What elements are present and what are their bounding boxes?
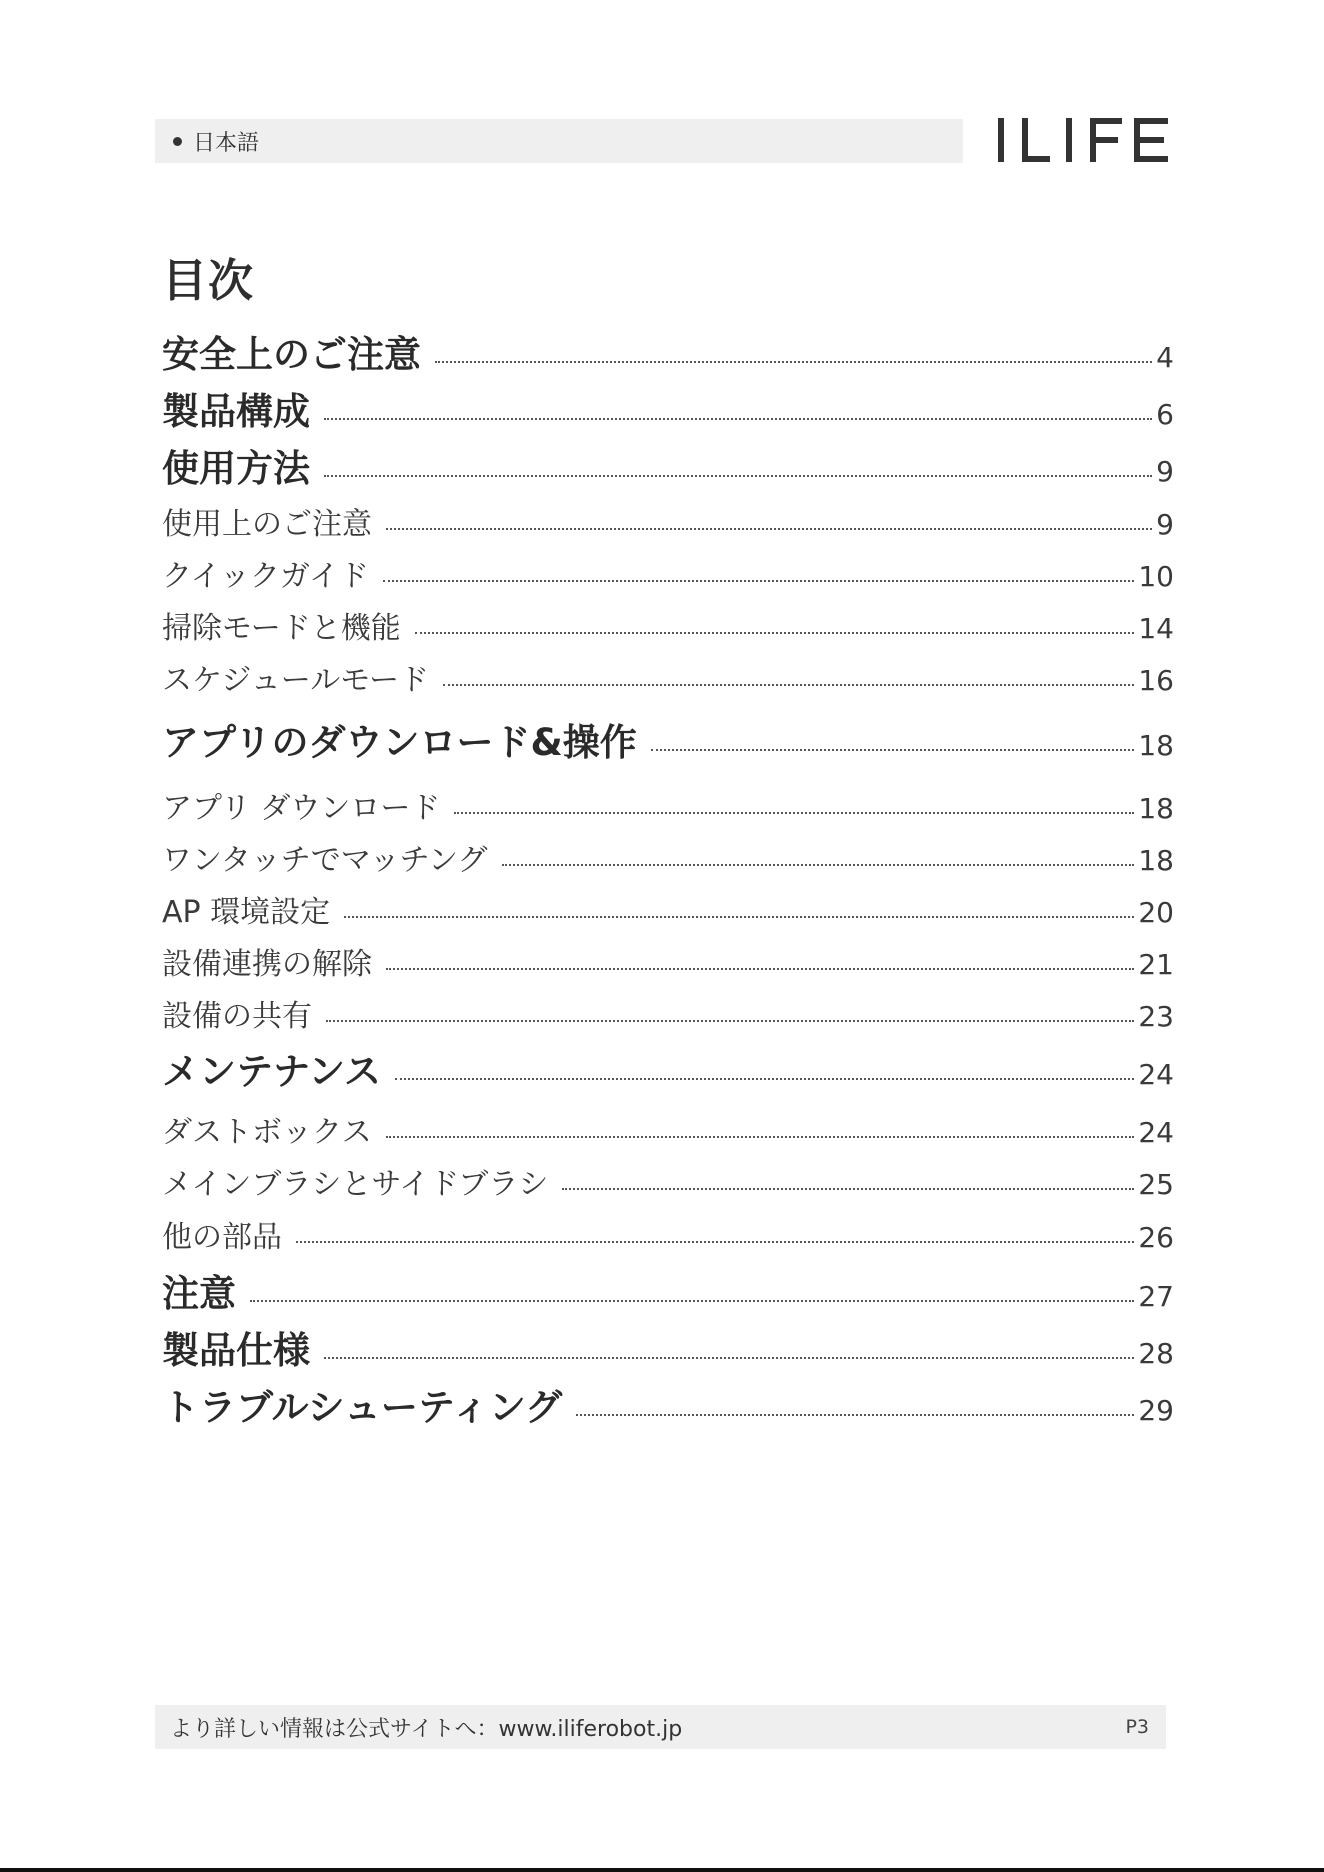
toc-entry-page: 24 [1138,1058,1174,1091]
toc-entry-label: 設備連携の解除 [162,947,372,982]
toc-entry-label: 製品構成 [162,390,310,433]
dot-leader [415,632,1135,634]
toc-entry-page: 4 [1156,341,1174,374]
dot-leader [576,1414,1134,1416]
toc-entry-page: 23 [1138,1000,1174,1033]
language-label: 日本語 [193,130,260,156]
dot-leader [324,418,1152,420]
toc-entry[interactable] [162,939,1174,983]
toc-entry-page: 9 [1156,508,1174,541]
dot-leader [386,528,1152,530]
toc-entry[interactable] [162,324,1174,378]
toc-title: 目次 [162,254,255,307]
toc-entry-page: 25 [1138,1168,1174,1201]
footer-bar [155,1705,1166,1749]
toc-entry[interactable] [162,1263,1174,1317]
toc-entry[interactable] [162,1377,1174,1431]
toc-entry-label: スケジュールモード [162,663,429,698]
bottom-border [0,1868,1324,1872]
toc-entry-label: AP 環境設定 [162,895,331,930]
toc-entry[interactable] [162,887,1174,931]
toc-entry-label: 掃除モードと機能 [162,611,401,646]
dot-leader [324,475,1152,477]
toc-entry[interactable] [162,1041,1174,1095]
dot-leader [324,1357,1134,1359]
toc-entry-label: ワンタッチでマッチング [162,843,488,878]
toc-entry-page: 21 [1138,948,1174,981]
dot-leader [443,684,1134,686]
toc-entry[interactable] [162,835,1174,879]
toc-entry-label: 使用上のご注意 [162,507,372,542]
toc-entry[interactable] [162,783,1174,827]
toc-entry[interactable] [162,438,1174,492]
bullet-icon [173,137,182,146]
toc-entry-page: 6 [1156,398,1174,431]
toc-entry[interactable] [162,499,1174,543]
dot-leader [250,1300,1134,1302]
dot-leader [386,968,1134,970]
dot-leader [435,361,1152,363]
toc-entry[interactable] [162,603,1174,647]
toc-entry-label: クイックガイド [162,559,369,594]
footer-website-text: より詳しい情報は公式サイトへ：www.iliferobot.jp [170,1716,683,1742]
toc-entry-label: アプリのダウンロード&操作 [162,721,637,764]
dot-leader [296,1241,1134,1243]
toc-entry-label: メインブラシとサイドブラシ [162,1167,549,1202]
toc-entry[interactable] [162,1107,1174,1151]
toc-entry[interactable] [162,655,1174,699]
toc-entry-page: 29 [1138,1394,1174,1427]
toc-entry[interactable] [162,551,1174,595]
language-header-bar [155,119,963,163]
toc-entry-label: 製品仕様 [162,1329,310,1372]
toc-entry-page: 20 [1138,896,1174,929]
toc-entry-page: 27 [1138,1280,1174,1313]
toc-entry[interactable] [162,1159,1174,1203]
toc-entry-page: 18 [1138,729,1174,762]
dot-leader [395,1078,1134,1080]
toc-entry[interactable] [162,1320,1174,1374]
dot-leader [454,812,1134,814]
toc-entry-page: 26 [1138,1221,1174,1254]
toc-entry[interactable] [162,381,1174,435]
toc-entry-page: 10 [1138,560,1174,593]
toc-entry-page: 18 [1138,792,1174,825]
toc-entry-label: ダストボックス [162,1115,372,1150]
dot-leader [326,1020,1134,1022]
dot-leader [386,1136,1135,1138]
toc-entry[interactable] [162,1212,1174,1256]
toc-entry-page: 14 [1138,612,1174,645]
page-number: P3 [1125,1716,1149,1738]
dot-leader [651,749,1135,751]
toc-entry-label: メンテナンス [162,1050,382,1093]
toc-entry-label: アプリ ダウンロード [162,791,441,826]
toc-entry-label: 他の部品 [162,1220,282,1255]
toc-entry-label: 使用方法 [162,447,310,490]
toc-entry-label: トラブルシューティング [162,1386,563,1429]
toc-entry[interactable] [162,712,1174,766]
dot-leader [562,1188,1134,1190]
dot-leader [502,864,1135,866]
brand-logo [996,106,1170,170]
dot-leader [344,916,1134,918]
toc-entry-page: 9 [1156,455,1174,488]
toc-entry-page: 24 [1138,1116,1174,1149]
dot-leader [383,580,1134,582]
toc-entry-label: 注意 [162,1272,236,1315]
toc-entry[interactable] [162,991,1174,1035]
toc-entry-label: 安全上のご注意 [162,333,421,376]
toc-entry-page: 16 [1138,664,1174,697]
toc-entry-page: 28 [1138,1337,1174,1370]
toc-entry-page: 18 [1138,844,1174,877]
toc-entry-label: 設備の共有 [162,999,312,1034]
